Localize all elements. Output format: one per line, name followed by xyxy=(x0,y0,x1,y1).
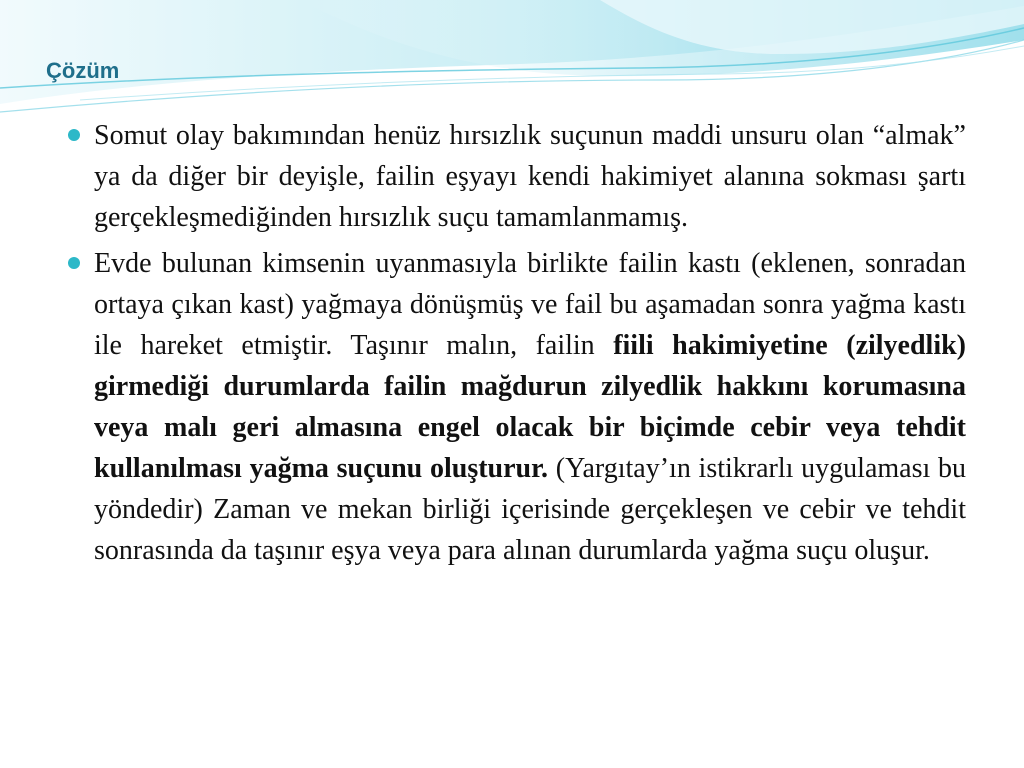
bullet-text-2b: (Yargıtay’ın istikrarlı uygulaması bu yöndedir) Zaman ve mekan birliği içerisinde gerçekleşen ve cebir ve tehdit sonrasında da taşınır eşya veya para alınan durumlarda yağma suçu oluşur. xyxy=(94,453,966,566)
slide-title: Çözüm xyxy=(46,58,120,83)
bullet-item-1 xyxy=(68,115,966,238)
bullet-text-1: Somut olay bakımından henüz hırsızlık suçunun maddi unsuru olan “almak” ya da diğer bir deyişle, failin eşyayı kendi hakimiyet alanına sokması şartı gerçekleşmediğinden hırsızlık suçu tamamlanmamış. xyxy=(94,120,966,233)
bullet-dot-icon xyxy=(68,257,80,269)
bullet-text-2-bold: fiili hakimiyetine (zilyedlik) girmediği durumlarda failin mağdurun zilyedlik hakkını korumasına veya malı geri almasına engel olacak bir biçimde cebir veya tehdit kullanılması yağma suçunu oluşturur. xyxy=(94,330,967,484)
bullet-list xyxy=(68,115,966,576)
bullet-item-2 xyxy=(68,243,966,571)
header-wave-graphic xyxy=(0,0,1024,130)
bullet-dot-icon xyxy=(68,129,80,141)
bullet-text-2a: Evde bulunan kimsenin uyanmasıyla birlikte failin kastı (eklenen, sonradan ortaya çıkan kast) yağmaya dönüşmüş ve fail bu aşamadan sonra yağma kastı ile hareket etmiştir. Taşınır malın, failin xyxy=(94,248,966,361)
